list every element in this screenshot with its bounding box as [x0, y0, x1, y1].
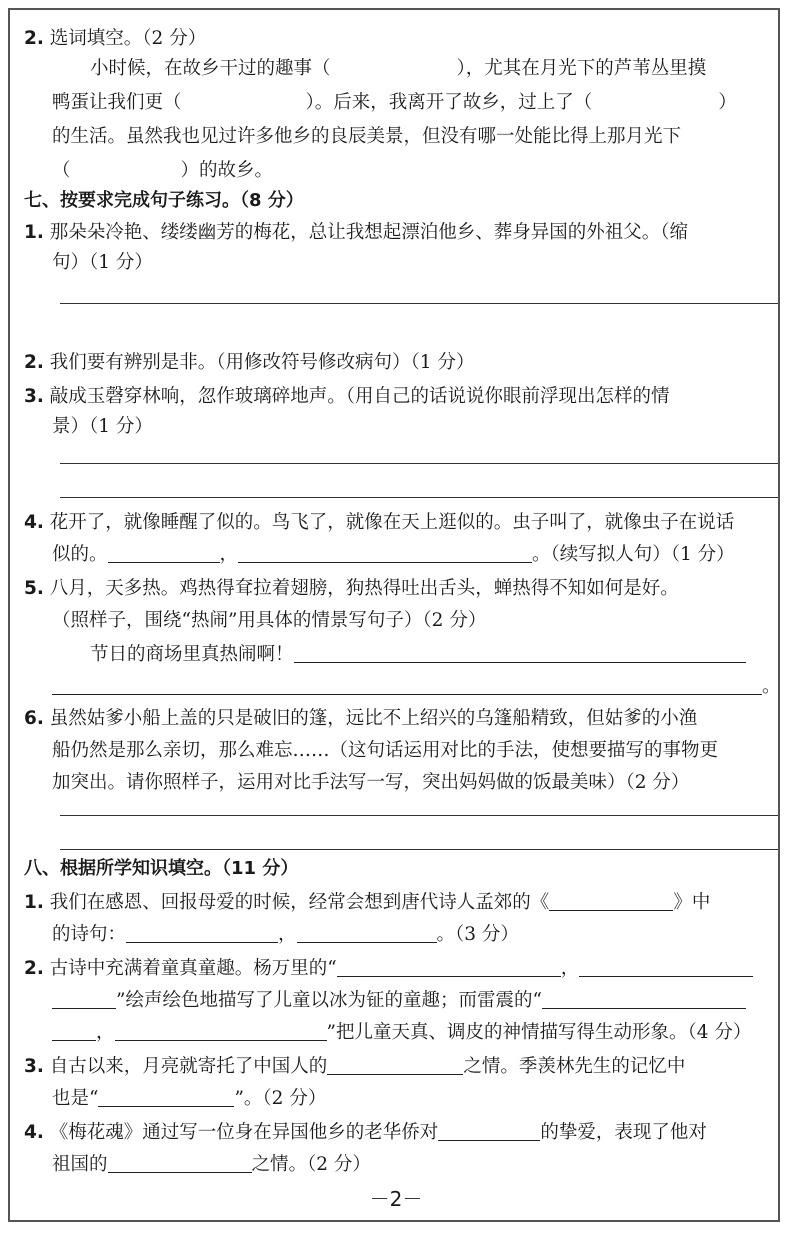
- answer-line[interactable]: [60, 497, 778, 498]
- text: 祖国的: [52, 1154, 108, 1175]
- q6-2-line2: [52, 90, 737, 116]
- s7-q4-line2: [52, 542, 735, 568]
- question-text: 那朵朵冷艳、缕缕幽芳的梅花，总让我想起漂泊他乡、葬身异国的外祖父。（缩: [49, 222, 689, 243]
- answer-line[interactable]: [60, 303, 778, 304]
- s7-q5-line3: [90, 642, 746, 668]
- fill-blank[interactable]: [337, 958, 561, 977]
- text: ）。后来，我离开了故乡，过上了（: [305, 92, 593, 113]
- s7-q3-line1: [24, 384, 670, 410]
- text: ，: [560, 958, 580, 979]
- s7-q1-line2: 句）（1 分）: [52, 252, 153, 273]
- fill-blank[interactable]: [98, 1088, 234, 1107]
- question-text: 虽然姑爹小船上盖的只是破旧的篷，远比不上绍兴的乌篷船精致，但姑爹的小渔: [49, 708, 698, 729]
- fill-blank[interactable]: [52, 990, 116, 1009]
- answer-line[interactable]: [60, 849, 778, 850]
- text: ），尤其在月光下的芦苇丛里摸: [456, 58, 707, 79]
- text: 我们在感恩、回报母爱的时候，经常会想到唐代诗人孟郊的《: [49, 892, 550, 913]
- question-number: 4.: [24, 1122, 44, 1143]
- fill-blank[interactable]: [327, 1056, 463, 1075]
- question-number: 4.: [24, 512, 44, 533]
- exam-page: [8, 8, 780, 1222]
- fill-blank[interactable]: [579, 958, 753, 977]
- q6-2-line3: 的生活。虽然我也见过许多他乡的良辰美景，但没有哪一处能比得上那月光下: [52, 126, 682, 147]
- fill-blank[interactable]: [126, 924, 278, 943]
- text: 。（续写拟人句）（1 分）: [532, 544, 735, 565]
- s7-q6-line1: [24, 706, 697, 732]
- text: ”。（2 分）: [234, 1088, 327, 1109]
- text: 鸭蛋让我们更（: [52, 92, 182, 113]
- fill-blank[interactable]: [238, 544, 532, 563]
- fill-blank[interactable]: [108, 544, 220, 563]
- page-number: －2－: [369, 1187, 423, 1211]
- s8-q3-line1: [24, 1054, 685, 1080]
- question-text: 选词填空。（2 分）: [49, 28, 207, 49]
- s8-q2-line1: [24, 956, 753, 982]
- text: 。（3 分）: [436, 924, 519, 945]
- answer-line[interactable]: [60, 815, 778, 816]
- question-number: 3.: [24, 1056, 44, 1077]
- question-number: 2.: [24, 352, 44, 373]
- s7-q6-line3: 加突出。请你照样子，运用对比手法写一写，突出妈妈做的饭最美味）（2 分）: [52, 772, 690, 793]
- s7-q6-line2: 船仍然是那么亲切，那么难忘……（这句话运用对比的手法，使想要描写的事物更: [52, 740, 719, 761]
- text: （: [52, 160, 71, 181]
- fill-blank[interactable]: [52, 676, 762, 695]
- s7-q4-line1: [24, 510, 734, 536]
- q6-2-line1: [90, 56, 706, 82]
- section-8-title: 八、根据所学知识填空。（11 分）: [24, 858, 299, 879]
- s7-q5-line2: （照样子，围绕“热闹”用具体的情景写句子）（2 分）: [52, 610, 487, 631]
- s8-q1-line1: [24, 890, 710, 916]
- text: 的诗句：: [52, 924, 127, 945]
- question-text: 敲成玉磬穿林响，忽作玻璃碎地声。（用自己的话说说你眼前浮现出怎样的情: [49, 386, 670, 407]
- fill-blank[interactable]: [294, 644, 746, 663]
- s8-q4-line2: [52, 1152, 371, 1178]
- text: 。: [762, 676, 781, 697]
- question-number: 2.: [24, 958, 44, 979]
- s7-q3-line2: 景）（1 分）: [52, 416, 153, 437]
- question-number: 1.: [24, 892, 44, 913]
- s8-q2-line2: [52, 988, 746, 1014]
- s8-q4-line1: [24, 1120, 707, 1146]
- fill-blank[interactable]: [438, 1122, 540, 1141]
- s7-q5-line1: [24, 576, 679, 602]
- s8-q1-line2: [52, 922, 519, 948]
- text: 节日的商场里真热闹啊！: [90, 644, 294, 665]
- text: 小时候，在故乡干过的趣事（: [90, 58, 331, 79]
- text: ”绘声绘色地描写了儿童以冰为钲的童趣；而雷震的“: [116, 990, 542, 1011]
- text: 似的。: [52, 544, 108, 565]
- fill-blank[interactable]: [542, 990, 746, 1009]
- text: 之情。季羡林先生的记忆中: [463, 1056, 686, 1077]
- fill-blank[interactable]: [297, 924, 437, 943]
- s7-q2: [24, 350, 474, 376]
- text: ，: [278, 924, 297, 945]
- question-number: 2.: [24, 28, 44, 49]
- question-text: 我们要有辨别是非。（用修改符号修改病句）（1 分）: [49, 352, 475, 373]
- text: 自古以来，月亮就寄托了中国人的: [49, 1056, 328, 1077]
- question-number: 3.: [24, 386, 44, 407]
- question-number: 5.: [24, 578, 44, 599]
- s7-q5-line4: [52, 674, 781, 700]
- fill-blank[interactable]: [549, 892, 673, 911]
- q6-2-head: [24, 26, 206, 52]
- question-number: 6.: [24, 708, 44, 729]
- text: 之情。（2 分）: [251, 1154, 371, 1175]
- fill-blank[interactable]: [115, 1022, 327, 1041]
- s8-q2-line3: [52, 1020, 751, 1046]
- s7-q1-line1: [24, 220, 688, 246]
- text: 也是“: [52, 1088, 99, 1109]
- text: ”把儿童天真、调皮的神情描写得生动形象。（4 分）: [326, 1022, 752, 1043]
- text: ，: [219, 544, 239, 565]
- text: 的挚爱，表现了他对: [540, 1122, 707, 1143]
- text: ）: [718, 92, 737, 113]
- question-number: 1.: [24, 222, 44, 243]
- text: 古诗中充满着童真童趣。杨万里的“: [49, 958, 337, 979]
- text: 》中: [673, 892, 711, 913]
- text: ）的故乡。: [180, 160, 274, 181]
- fill-blank[interactable]: [52, 1022, 96, 1041]
- question-text: 八月，天多热。鸡热得耷拉着翅膀，狗热得吐出舌头，蝉热得不知如何是好。: [49, 578, 679, 599]
- answer-line[interactable]: [60, 463, 778, 464]
- text: ，: [96, 1022, 115, 1043]
- s8-q3-line2: [52, 1086, 326, 1112]
- fill-blank[interactable]: [108, 1154, 252, 1173]
- question-text: 花开了，就像睡醒了似的。鸟飞了，就像在天上逛似的。虫子叫了，就像虫子在说话: [49, 512, 735, 533]
- q6-2-line4: [52, 158, 273, 184]
- text: 《梅花魂》通过写一位身在异国他乡的老华侨对: [49, 1122, 439, 1143]
- section-7-title: 七、按要求完成句子练习。（8 分）: [24, 190, 304, 211]
